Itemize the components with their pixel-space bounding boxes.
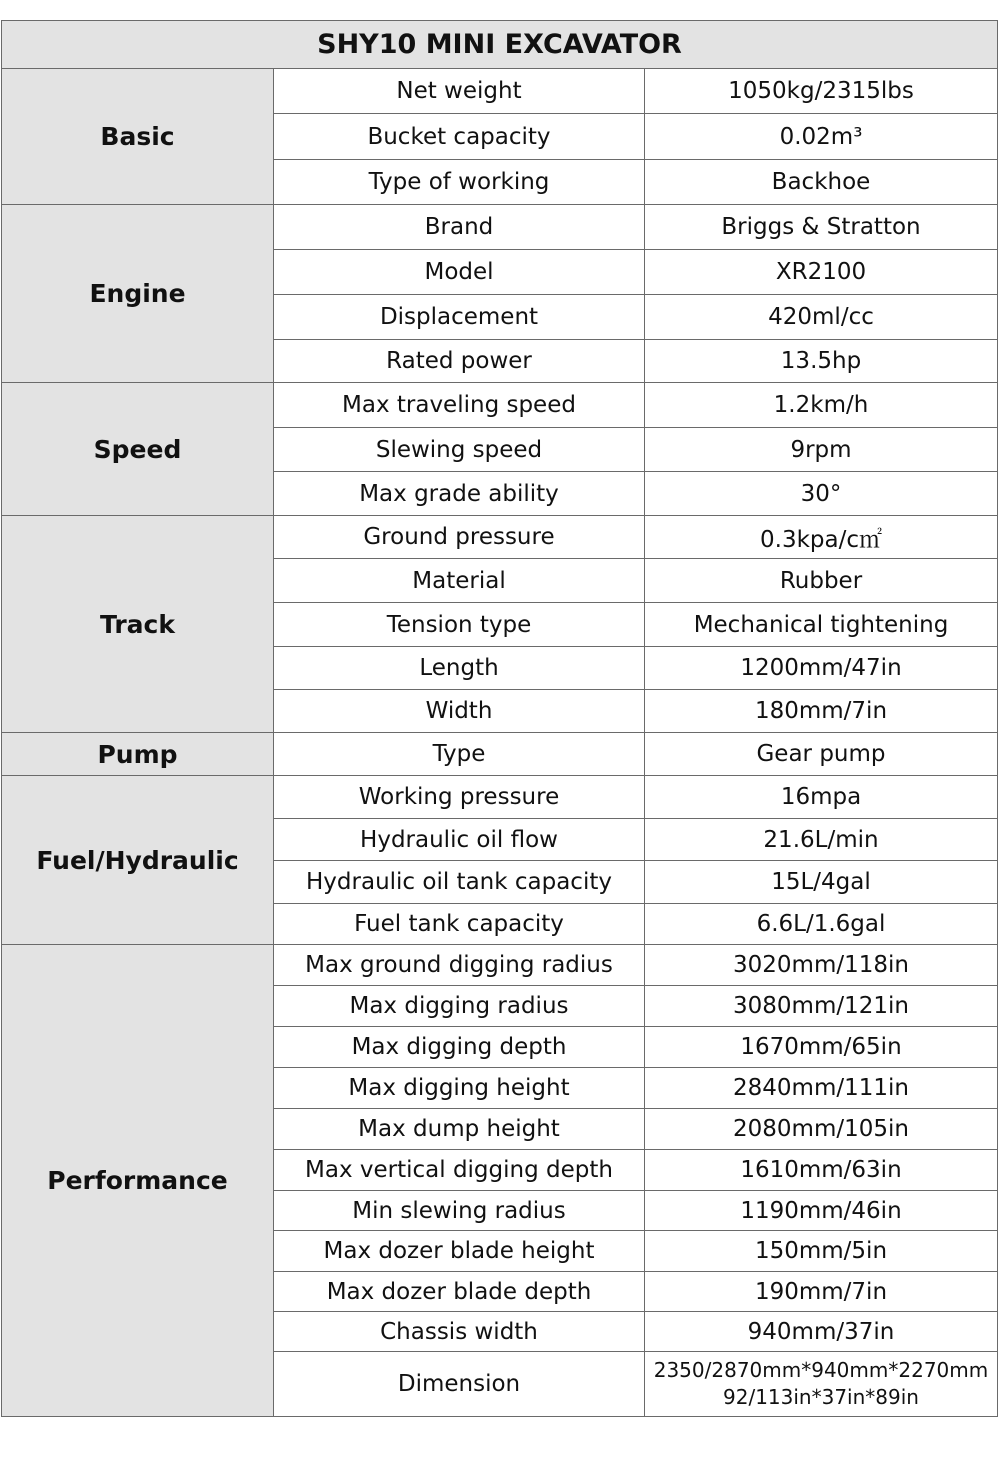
param-value: Briggs & Stratton [645,205,998,250]
param-value: 9rpm [645,428,998,472]
param-label: Max digging radius [274,986,645,1027]
param-label: Max dozer blade height [274,1231,645,1272]
param-label: Max grade ability [274,472,645,516]
param-value: Gear pump [645,733,998,776]
category-track: Track [2,516,274,733]
param-value: 3080mm/121in [645,986,998,1027]
param-value: 1050kg/2315lbs [645,69,998,114]
param-value: 16mpa [645,776,998,819]
param-label: Max ground digging radius [274,945,645,986]
param-value: Mechanical tightening [645,603,998,647]
param-label: Slewing speed [274,428,645,472]
param-label: Width [274,690,645,733]
table-row [2,733,998,776]
param-value: 1.2km/h [645,383,998,428]
param-label: Type [274,733,645,776]
category-engine: Engine [2,205,274,383]
param-label: Displacement [274,295,645,340]
param-value [645,1352,998,1417]
param-label: Max dozer blade depth [274,1272,645,1312]
table-row [2,69,998,114]
param-value-line: 2350/2870mm*940mm*2270mm [653,1358,989,1382]
param-label: Fuel tank capacity [274,904,645,945]
param-value-line: 92/113in*37in*89in [723,1385,919,1409]
param-value: 150mm/5in [645,1231,998,1272]
param-value: 2080mm/105in [645,1109,998,1150]
param-label: Length [274,647,645,690]
table-row [2,516,998,559]
param-label: Model [274,250,645,295]
param-value: 13.5hp [645,340,998,383]
table-row [2,945,998,986]
param-label: Bucket capacity [274,114,645,160]
param-value: 6.6L/1.6gal [645,904,998,945]
param-value: 2840mm/111in [645,1068,998,1109]
param-value: 3020mm/118in [645,945,998,986]
param-value: 21.6L/min [645,819,998,861]
param-value: 1610mm/63in [645,1150,998,1191]
table-title: SHY10 MINI EXCAVATOR [2,21,998,69]
param-value: XR2100 [645,250,998,295]
param-value: 0.02m³ [645,114,998,160]
param-label: Tension type [274,603,645,647]
param-value: 15L/4gal [645,861,998,904]
param-label: Max traveling speed [274,383,645,428]
table-row [2,383,998,428]
param-label: Hydraulic oil tank capacity [274,861,645,904]
param-value: 190mm/7in [645,1272,998,1312]
param-label: Brand [274,205,645,250]
table-row [2,205,998,250]
param-label: Dimension [274,1352,645,1417]
param-value: Rubber [645,559,998,603]
param-label: Chassis width [274,1312,645,1352]
spec-table-body [2,21,998,1417]
param-label: Min slewing radius [274,1191,645,1231]
param-value: 940mm/37in [645,1312,998,1352]
param-value: Backhoe [645,160,998,205]
category-basic: Basic [2,69,274,205]
param-label: Max dump height [274,1109,645,1150]
param-label: Max vertical digging depth [274,1150,645,1191]
param-value: 1200mm/47in [645,647,998,690]
param-label: Net weight [274,69,645,114]
param-label: Hydraulic oil flow [274,819,645,861]
param-label: Material [274,559,645,603]
category-performance: Performance [2,945,274,1417]
spec-table [1,20,998,1417]
category-fuel-hydraulic: Fuel/Hydraulic [2,776,274,945]
param-value: 30° [645,472,998,516]
param-label: Max digging height [274,1068,645,1109]
param-value: 1670mm/65in [645,1027,998,1068]
category-speed: Speed [2,383,274,516]
category-pump: Pump [2,733,274,776]
param-label: Max digging depth [274,1027,645,1068]
param-label: Ground pressure [274,516,645,559]
title-row [2,21,998,69]
param-label: Rated power [274,340,645,383]
table-row [2,776,998,819]
param-value: 180mm/7in [645,690,998,733]
param-value: 420ml/cc [645,295,998,340]
param-value: 1190mm/46in [645,1191,998,1231]
param-label: Working pressure [274,776,645,819]
param-value: 0.3kpa/c㎡ [645,516,998,559]
param-label: Type of working [274,160,645,205]
